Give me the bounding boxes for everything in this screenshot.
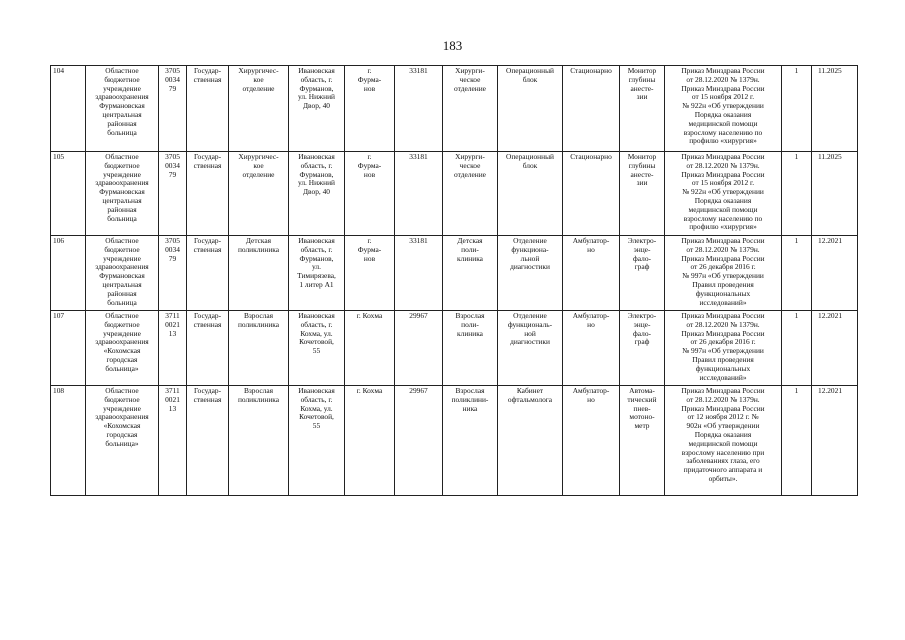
ownership-type: Государ- ственная: [187, 66, 229, 152]
city: г. Фурма- нов: [345, 152, 395, 236]
page-number: 183: [442, 38, 463, 53]
row-number: 107: [51, 311, 86, 386]
equipment-registry-table: [50, 65, 858, 496]
row-number: 105: [51, 152, 86, 236]
city: г. Кохма: [345, 311, 395, 386]
unit: Кабинет офтальмолога: [498, 386, 563, 496]
division-name: Взрослая поликлиника: [229, 386, 289, 496]
city: г. Фурма- нов: [345, 66, 395, 152]
delivery-date: 11.2025: [812, 152, 858, 236]
locality-code: 29967: [395, 386, 443, 496]
division-name: Взрослая поликлиника: [229, 311, 289, 386]
care-conditions: Амбулатор- но: [563, 236, 620, 311]
city: г. Кохма: [345, 386, 395, 496]
care-conditions: Стационарно: [563, 66, 620, 152]
ownership-type: Государ- ственная: [187, 311, 229, 386]
equipment-name: Электро- энце- фало- граф: [620, 311, 665, 386]
division-name: Хирургичес- кое отделение: [229, 66, 289, 152]
organization-code: 3705 0034 79: [159, 236, 187, 311]
unit: Отделение функциона- льной диагностики: [498, 236, 563, 311]
table-row: [51, 66, 858, 152]
address: Ивановская область, г. Фурманов, ул. Нижний Двор, 40: [289, 152, 345, 236]
quantity: 1: [782, 236, 812, 311]
delivery-date: 12.2021: [812, 386, 858, 496]
organization-code: 3705 0034 79: [159, 152, 187, 236]
division-name: Хирургичес- кое отделение: [229, 152, 289, 236]
address: Ивановская область, г. Кохма, ул. Кочетовой, 55: [289, 311, 345, 386]
unit: Операционный блок: [498, 152, 563, 236]
row-number: 106: [51, 236, 86, 311]
delivery-date: 12.2021: [812, 236, 858, 311]
row-number: 108: [51, 386, 86, 496]
address: Ивановская область, г. Фурманов, ул. Тимирязева, 1 литер А1: [289, 236, 345, 311]
delivery-date: 12.2021: [812, 311, 858, 386]
organization-code: 3705 0034 79: [159, 66, 187, 152]
quantity: 1: [782, 311, 812, 386]
division-name: Детская поликлиника: [229, 236, 289, 311]
ownership-type: Государ- ственная: [187, 386, 229, 496]
table-row: [51, 311, 858, 386]
quantity: 1: [782, 152, 812, 236]
locality-code: 33181: [395, 236, 443, 311]
organization-name: Областное бюджетное учреждение здравоохранения Фурмановская центральная районная больница: [86, 236, 159, 311]
organization-code: 3711 0021 13: [159, 311, 187, 386]
department: Взрослая поли- клиника: [443, 311, 498, 386]
equipment-name: Автома- тический пнев- мотоно- метр: [620, 386, 665, 496]
locality-code: 33181: [395, 66, 443, 152]
regulation-order: Приказ Минздрава России от 28.12.2020 № 1379н. Приказ Минздрава России от 12 ноября 2012 г. № 902н «Об утверждении Порядка оказания медицинской помощи взрослому населению при заболеваниях глаза, его придаточного аппарата и орбиты».: [665, 386, 782, 496]
organization-code: 3711 0021 13: [159, 386, 187, 496]
care-conditions: Стационарно: [563, 152, 620, 236]
department: Хирурги- ческое отделение: [443, 66, 498, 152]
equipment-name: Монитор глубины анесте- зии: [620, 66, 665, 152]
city: г. Фурма- нов: [345, 236, 395, 311]
care-conditions: Амбулатор- но: [563, 386, 620, 496]
table-row: [51, 386, 858, 496]
regulation-order: Приказ Минздрава России от 28.12.2020 № 1379н. Приказ Минздрава России от 26 декабря 2016 г. № 997н «Об утверждении Правил проведения функциональных исследований»: [665, 236, 782, 311]
quantity: 1: [782, 66, 812, 152]
department: Хирурги- ческое отделение: [443, 152, 498, 236]
organization-name: Областное бюджетное учреждение здравоохранения Фурмановская центральная районная больница: [86, 66, 159, 152]
ownership-type: Государ- ственная: [187, 152, 229, 236]
regulation-order: Приказ Минздрава России от 28.12.2020 № 1379н. Приказ Минздрава России от 15 ноября 2012 г. № 922н «Об утверждении Порядка оказания медицинской помощи взрослому населению по профилю «хирургия»: [665, 152, 782, 236]
locality-code: 33181: [395, 152, 443, 236]
department: Детская поли- клиника: [443, 236, 498, 311]
care-conditions: Амбулатор- но: [563, 311, 620, 386]
table-row: [51, 152, 858, 236]
regulation-order: Приказ Минздрава России от 28.12.2020 № 1379н. Приказ Минздрава России от 26 декабря 2016 г. № 997н «Об утверждении Правил проведения функциональных исследований»: [665, 311, 782, 386]
row-number: 104: [51, 66, 86, 152]
ownership-type: Государ- ственная: [187, 236, 229, 311]
delivery-date: 11.2025: [812, 66, 858, 152]
address: Ивановская область, г. Кохма, ул. Кочетовой, 55: [289, 386, 345, 496]
equipment-name: Электро- энце- фало- граф: [620, 236, 665, 311]
organization-name: Областное бюджетное учреждение здравоохранения Фурмановская центральная районная больница: [86, 152, 159, 236]
unit: Операционный блок: [498, 66, 563, 152]
equipment-name: Монитор глубины анесте- зии: [620, 152, 665, 236]
organization-name: Областное бюджетное учреждение здравоохранения «Кохомская городская больница»: [86, 311, 159, 386]
regulation-order: Приказ Минздрава России от 28.12.2020 № 1379н. Приказ Минздрава России от 15 ноября 2012 г. № 922н «Об утверждении Порядка оказания медицинской помощи взрослому населению по профилю «хирургия»: [665, 66, 782, 152]
address: Ивановская область, г. Фурманов, ул. Нижний Двор, 40: [289, 66, 345, 152]
quantity: 1: [782, 386, 812, 496]
department: Взрослая поликлини- ника: [443, 386, 498, 496]
organization-name: Областное бюджетное учреждение здравоохранения «Кохомская городская больница»: [86, 386, 159, 496]
locality-code: 29967: [395, 311, 443, 386]
table-row: [51, 236, 858, 311]
unit: Отделение функциональ- ной диагностики: [498, 311, 563, 386]
